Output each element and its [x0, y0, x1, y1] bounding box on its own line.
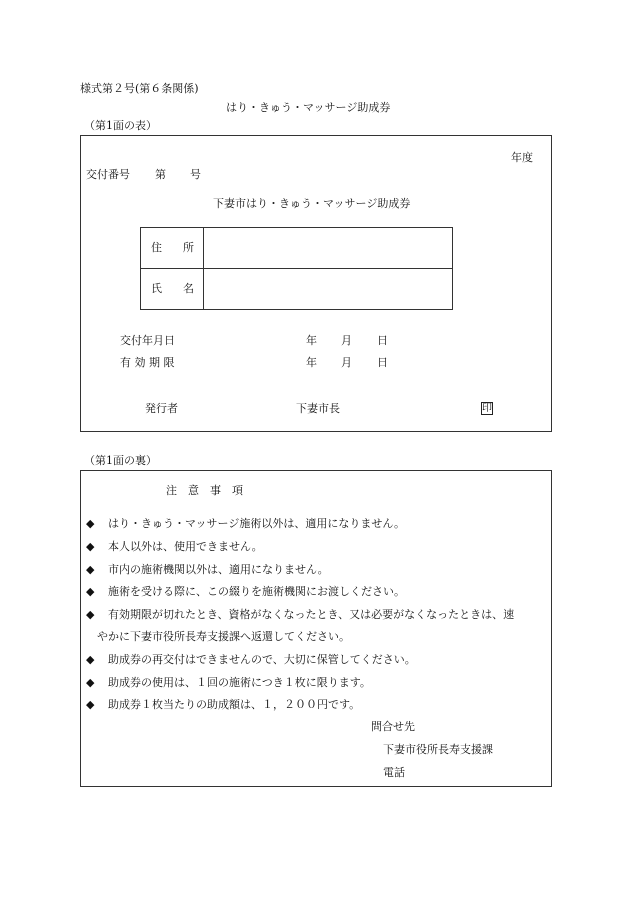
note-item — [86, 677, 371, 688]
bullet-diamond-icon: ◆ — [86, 676, 95, 689]
recipient-table — [140, 227, 453, 310]
issuer-name: 下妻市長 — [296, 402, 340, 415]
note-text: 本人以外は、使用できません。 — [108, 540, 263, 553]
issue-date-day: 日 — [377, 334, 388, 347]
note-text: 助成券１枚当たりの助成額は、１，２００円です。 — [108, 698, 361, 711]
issue-number-prefix: 第 — [155, 168, 166, 181]
issue-number-label: 交付番号 — [86, 168, 130, 181]
note-item — [86, 699, 360, 710]
note-text: 市内の施術機関以外は、適用になりません。 — [108, 563, 329, 576]
expiry-year: 年 — [306, 356, 317, 369]
fiscal-year-label: 年度 — [511, 151, 533, 164]
notes-title: 注 意 事 項 — [166, 484, 243, 497]
bullet-diamond-icon: ◆ — [86, 653, 95, 666]
bullet-diamond-icon: ◆ — [86, 540, 95, 553]
name-label-2: 名 — [183, 282, 194, 295]
front-section-label: （第1面の表） — [84, 119, 157, 132]
bullet-diamond-icon: ◆ — [86, 585, 95, 598]
name-label-1: 氏 — [151, 282, 162, 295]
issue-date-month: 月 — [341, 334, 352, 347]
expiry-month: 月 — [341, 356, 352, 369]
note-item — [86, 586, 405, 597]
note-text: 有効期限が切れたとき、資格がなくなったとき、又は必要がなくなったときは、速 — [108, 608, 515, 621]
note-item — [86, 518, 405, 529]
address-label-2: 所 — [183, 241, 194, 254]
contact-phone-label: 電話 — [383, 766, 405, 779]
contact-heading: 問合せ先 — [371, 720, 415, 733]
form-number: 様式第２号(第６条関係) — [80, 82, 199, 95]
bullet-diamond-icon: ◆ — [86, 517, 95, 530]
note-item — [86, 609, 514, 620]
address-label-cell — [141, 228, 204, 268]
bullet-diamond-icon: ◆ — [86, 608, 95, 621]
note-continuation: やかに下妻市役所長寿支援課へ返還してください。 — [97, 630, 350, 643]
coupon-title: 下妻市はり・きゅう・マッサージ助成券 — [213, 197, 411, 210]
issue-number-suffix: 号 — [190, 168, 201, 181]
name-label-cell — [141, 269, 204, 310]
expiry-label: 有 効 期 限 — [120, 356, 175, 369]
note-item — [86, 564, 329, 575]
note-item — [86, 541, 263, 552]
bullet-diamond-icon: ◆ — [86, 563, 95, 576]
contact-department: 下妻市役所長寿支援課 — [383, 743, 493, 756]
address-row — [141, 228, 452, 269]
note-text: 施術を受ける際に、この綴りを施術機関にお渡しください。 — [108, 585, 405, 598]
issuer-label: 発行者 — [145, 402, 178, 415]
issue-date-label: 交付年月日 — [120, 334, 175, 347]
note-item — [86, 654, 416, 665]
address-label-1: 住 — [151, 241, 162, 254]
form-title: はり・きゅう・マッサージ助成券 — [226, 101, 391, 114]
back-section-label: （第1面の裏） — [84, 454, 157, 467]
name-row — [141, 269, 452, 310]
note-text: 助成券の使用は、１回の施術につき１枚に限ります。 — [108, 676, 371, 689]
note-text: はり・きゅう・マッサージ施術以外は、適用になりません。 — [108, 517, 405, 530]
issue-date-year: 年 — [306, 334, 317, 347]
expiry-day: 日 — [377, 356, 388, 369]
bullet-diamond-icon: ◆ — [86, 698, 95, 711]
seal-stamp: 印 — [482, 403, 492, 414]
note-text: 助成券の再交付はできませんので、大切に保管してください。 — [108, 653, 416, 666]
